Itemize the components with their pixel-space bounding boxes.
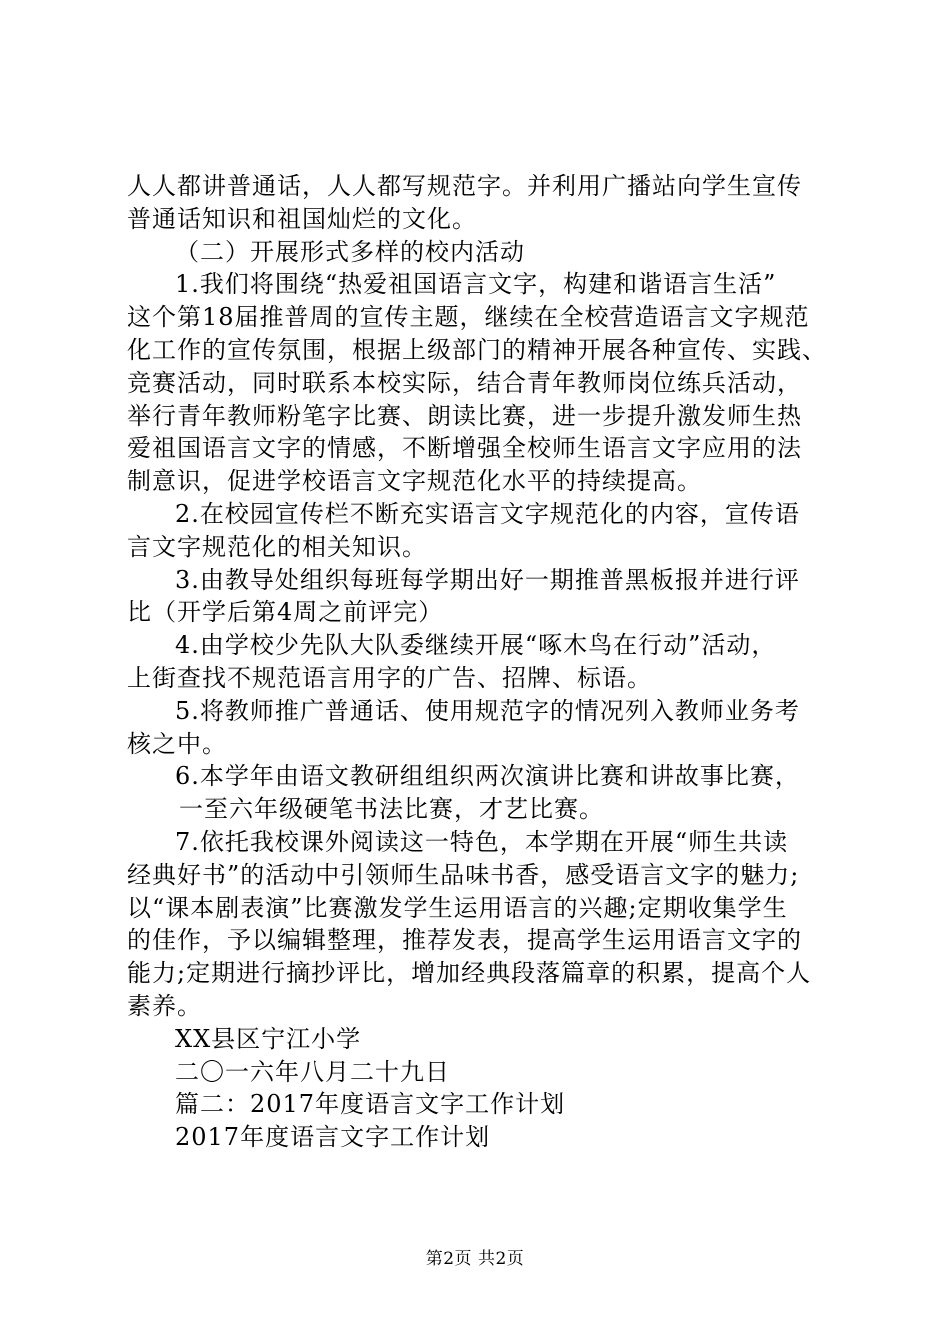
text-line: 2.在校园宣传栏不断充实语言文字规范化的内容，宣传语 [175,499,800,528]
text-line: 爱祖国语言文字的情感，不断增强全校师生语言文字应用的法 [127,434,802,463]
text-line: 核之中。 [127,729,227,758]
text-line: 4.由学校少先队大队委继续开展“啄木鸟在行动”活动， [175,631,777,660]
text-line: 5.将教师推广普通话、使用规范字的情况列入教师业务考 [175,696,800,725]
text-line: 二〇一六年八月二十九日 [175,1057,450,1086]
text-line: 3.由教导处组织每班每学期出好一期推普黑板报并进行评 [175,565,800,594]
text-line: 这个第18届推普周的宣传主题，继续在全校营造语言文字规范 [127,303,810,332]
text-line: 竞赛活动，同时联系本校实际，结合青年教师岗位练兵活动， [127,368,802,397]
text-line: （二）开展形式多样的校内活动 [175,237,525,266]
text-line: 化工作的宣传氛围，根据上级部门的精神开展各种宣传、实践、 [127,335,827,364]
text-line: 经典好书”的活动中引领师生品味书香，感受语言文字的魅力; [127,860,800,889]
text-line: 篇二：2017年度语言文字工作计划 [175,1090,566,1119]
text-line: 比（开学后第4周之前评完） [127,598,444,627]
text-line: 普通话知识和祖国灿烂的文化。 [127,204,477,233]
text-line: 举行青年教师粉笔字比赛、朗读比赛，进一步提升激发师生热 [127,401,802,430]
document-body [127,170,847,1154]
text-line: XX县区宁江小学 [175,1024,362,1053]
text-line: 一至六年级硬笔书法比赛，才艺比赛。 [179,795,604,824]
text-line: 言文字规范化的相关知识。 [127,532,427,561]
text-line: 制意识，促进学校语言文字规范化水平的持续提高。 [127,467,702,496]
text-line: 以“课本剧表演”比赛激发学生运用语言的兴趣;定期收集学生 [127,893,788,922]
page-footer: 第2页 共2页 [425,1249,525,1269]
text-line: 上街查找不规范语言用字的广告、招牌、标语。 [127,663,652,692]
text-line: 能力;定期进行摘抄评比，增加经典段落篇章的积累，提高个人 [127,959,812,988]
text-line: 7.依托我校课外阅读这一特色，本学期在开展“师生共读 [175,827,789,856]
text-line: 素养。 [127,991,202,1020]
text-line: 的佳作，予以编辑整理，推荐发表，提高学生运用语言文字的 [127,926,802,955]
text-line: 人人都讲普通话，人人都写规范字。并利用广播站向学生宣传 [127,172,802,200]
text-line: 6.本学年由语文教研组组织两次演讲比赛和讲故事比赛， [175,762,800,791]
text-line: 2017年度语言文字工作计划 [175,1123,491,1152]
text-line: 1.我们将围绕“热爱祖国语言文字，构建和谐语言生活” [175,270,777,299]
